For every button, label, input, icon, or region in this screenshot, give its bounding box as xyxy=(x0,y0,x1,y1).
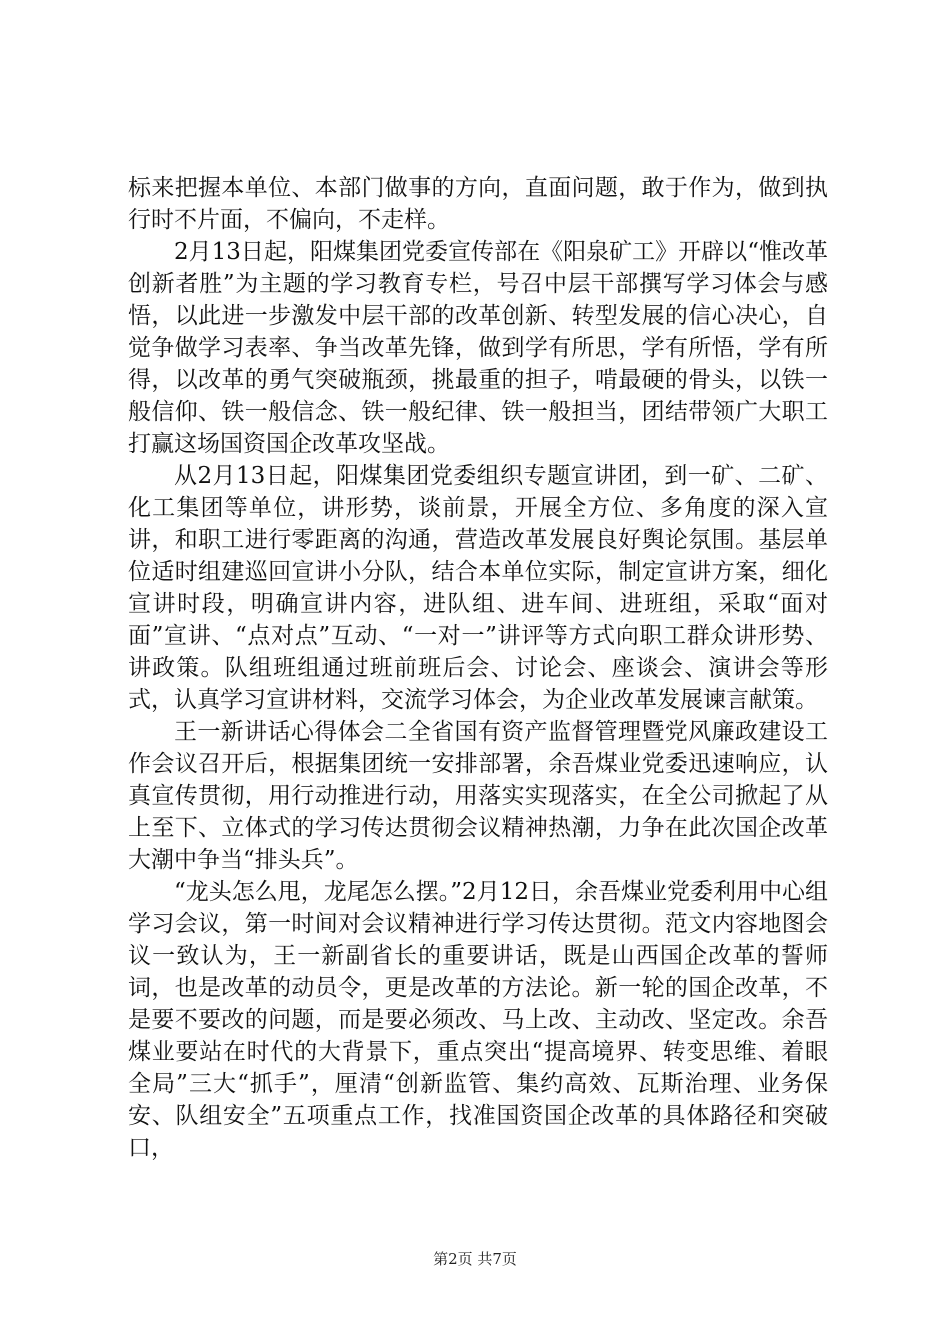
paragraph-propaganda-column: 2月13日起，阳煤集团党委宣传部在《阳泉矿工》开辟以“惟改革创新者胜”为主题的学习教育专栏，号召中层干部撰写学习体会与感悟，以此进一步激发中层干部的改革创新、转型发展的信心决心，自觉争做学习表率、争当改革先锋，做到学有所思，学有所悟，学有所得，以改革的勇气突破瓶颈，挑最重的担子，啃最硬的骨头，以铁一般信仰、铁一般信念、铁一般纪律、铁一般担当，团结带领广大职工打赢这场国资国企改革攻坚战。 xyxy=(128,239,828,457)
document-body xyxy=(128,172,828,1164)
paragraph-lecture-group: 从2月13日起，阳煤集团党委组织专题宣讲团，到一矿、二矿、化工集团等单位，讲形势，谈前景，开展全方位、多角度的深入宣讲，和职工进行零距离的沟通，营造改革发展良好舆论氛围。基层单位适时组建巡回宣讲小分队，结合本单位实际，制定宣讲方案，细化宣讲时段，明确宣讲内容，进队组、进车间、进班组，采取“面对面”宣讲、“点对点”互动、“一对一”讲评等方式向职工群众讲形势、讲政策。队组班组通过班前班后会、讨论会、座谈会、演讲会等形式，认真学习宣讲材料，交流学习体会，为企业改革发展谏言献策。 xyxy=(128,463,828,713)
paragraph-central-group-study: “龙头怎么甩，龙尾怎么摆。”2月12日，余吾煤业党委利用中心组学习会议，第一时间对会议精神进行学习传达贯彻。范文内容地图会议一致认为，王一新副省长的重要讲话，既是山西国企改革的誓师词，也是改革的动员令，更是改革的方法论。新一轮的国企改革，不是要不要改的问题，而是要必须改、马上改、主动改、坚定改。余吾煤业要站在时代的大背景下，重点突出“提高境界、转变思维、着眼全局”三大“抓手”，厘清“创新监管、集约高效、瓦斯治理、业务保安、队组安全”五项重点工作，找准国资国企改革的具体路径和突破口， xyxy=(128,879,828,1161)
page-footer: 第2页 共7页 xyxy=(433,1250,517,1268)
paragraph-conference-response: 王一新讲话心得体会二全省国有资产监督管理暨党风廉政建设工作会议召开后，根据集团统一安排部署，余吾煤业党委迅速响应，认真宣传贯彻，用行动推进行动，用落实实现落实，在全公司掀起了从上至下、立体式的学习传达贯彻会议精神热潮，力争在此次国企改革大潮中争当“排头兵”。 xyxy=(128,719,828,873)
paragraph-continued: 标来把握本单位、本部门做事的方向，直面问题，敢于作为，做到执行时不片面，不偏向，不走样。 xyxy=(128,175,828,233)
